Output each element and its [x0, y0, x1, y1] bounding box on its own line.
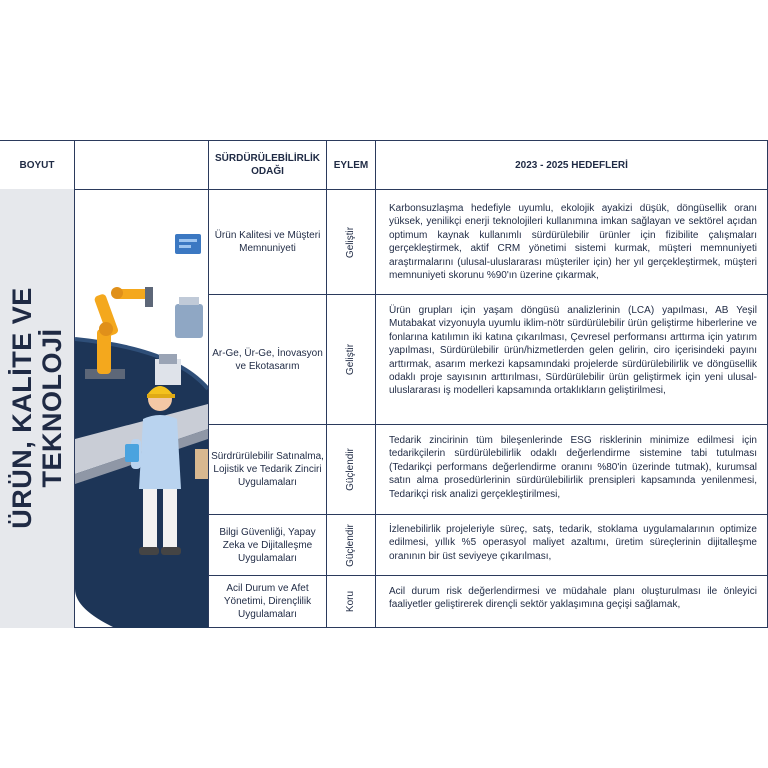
target-cell-1: Karbonsuzlaşma hedefiyle uyumlu, ekolojik ayakizi düşük, döngüsellik oranı yüksek, yenilikçi enerji teknolojileri kullanımına imkan sağlayan ve sektörel açıdan optimum kaynak kullanımlı sürdürülebilir ürünler için fizibilite çalışmaları gerçekleştirmek, aktif CRM yönetimi sistemi kurmak, müşteri memnuniyeti araştırmalarını (ulusal-uluslararası müşteriler için) her yıl gerçekleştirmek, müşteri memnuniyeti skorunu %90'ın üzerine çıkarmak, [389, 203, 757, 282]
factory-illustration [75, 189, 208, 628]
target-cell-3: Tedarik zincirinin tüm bileşenlerinde ESG risklerinin minimize edilmesi için tedarikçilerin sürdürülebilirlik odaklı değerlendirme sistemine tabi tutulması (Tedarikçi performans değerlendirme oranını %80'in üzerinde tutmak), kurumsal satın alma prosedürlerinin sürdürülebilirlik prensipleri kapsamında yenilenmesi, Tedarikçi risk analizi gerçekleştirilmesi, [389, 435, 757, 500]
focus-cell-2: Ar-Ge, Ür-Ge, İnovasyon ve Ekotasarım [212, 347, 323, 372]
target-cell-2: Ürün grupları için yaşam döngüsü analizlerinin (LCA) yapılması, AB Yeşil Mutabakat vizyonuyla uyumlu iklim-nötr sürdürülebilir ürün geliştirme hiberlerine ve fonlarına katılımın iki katına çıkarılması, Çevresel performansı arttırma için yatırım yapılması, Sürdürülebilir ürün/hizmetlerden gelen gelirin, ciro içerisindeki payını arttırmak, asarım merkezi kapsamındaki projelerde sürdürülebilirlik ve döngüsellik odaklı proje sayısının arttırılması, Sürdürülebilir ürün geliştirmek için yeni ulusal-uluslararası iş modelleri kapsamında ortaklıkların geliştirilmesi, [389, 305, 757, 397]
action-label-4: Güçlendir [345, 523, 356, 567]
focus-cell-3: Sürdrürülebilir Satınalma, Lojistik ve Tedarik Zinciri Uygulamaları [211, 451, 324, 488]
action-cell-4 [327, 515, 374, 575]
header-dimension: BOYUT [19, 159, 55, 171]
column-divider [375, 140, 376, 628]
action-label-5: Koru [345, 590, 356, 613]
action-cell-1 [327, 190, 374, 294]
focus-cell-1: Ürün Kalitesi ve Müşteri Memnuniyeti [214, 230, 321, 254]
action-cell-3 [327, 425, 374, 514]
header-targets: 2023 - 2025 HEDEFLERİ [515, 159, 628, 171]
action-label-1: Geliştir [345, 226, 356, 258]
header-focus: SÜRDÜRÜLEBİLİRLİK ODAĞI [215, 153, 320, 177]
action-label-2: Geliştir [345, 343, 356, 376]
target-cell-5: Acil durum risk değerlendirmesi ve müdahale planı oluşturulması ile önleyici faaliyetler geliştirerek dirençli sektör yaklaşımına geçişi sağlamak, [389, 586, 757, 611]
action-cell-5 [327, 576, 374, 627]
header-action: EYLEM [333, 159, 369, 171]
dimension-label: ÜRÜN, KALİTE VE TEKNOLOJİ [7, 287, 67, 529]
action-cell-2 [327, 295, 374, 424]
focus-cell-4: Bilgi Güvenliği, Yapay Zeka ve Dijitalleşme Uygulamaları [219, 526, 316, 564]
target-cell-4: İzlenebilirlik projeleriyle süreç, satş, tedarik, stoklama uygulamalarının optimize edilmesi, yıllık %5 operasyol maliyet azaltımı, üretim süreçlerinin dijitalleşme oranının bir üst seviyeye çıkarılması, [389, 524, 757, 562]
action-label-3: Güçlendir [345, 448, 356, 491]
focus-cell-5: Acil Durum ve Afet Yönetimi, Dirençlilik Uygulamaları [223, 583, 312, 620]
